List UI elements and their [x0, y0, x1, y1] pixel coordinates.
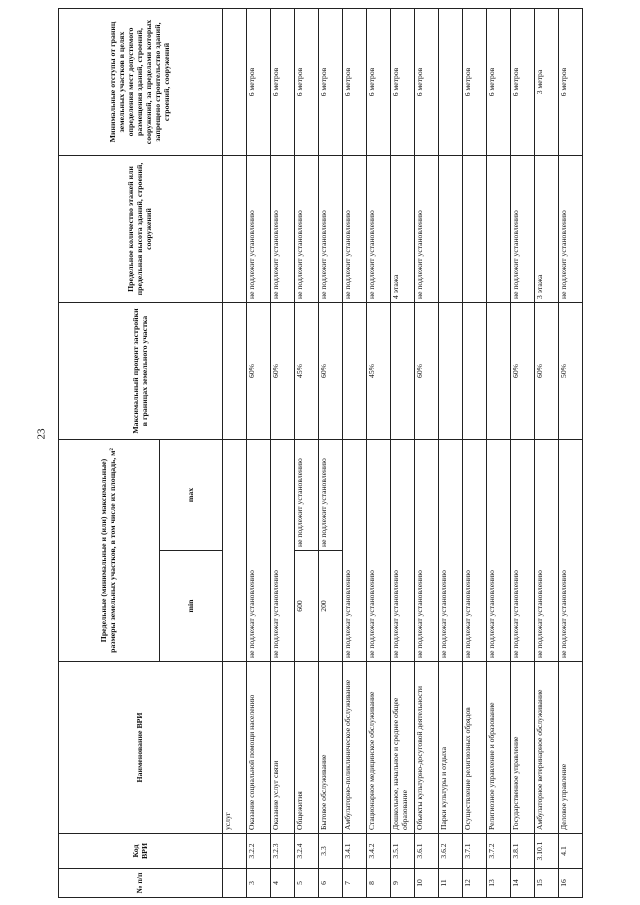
- cell-min: не подлежат установлению: [487, 440, 511, 662]
- cell-indent: [439, 9, 463, 156]
- cell-name: Общежития: [295, 662, 319, 834]
- cell-name: Бытовое обслуживание: [319, 662, 343, 834]
- header-code: Код ВРИ: [59, 834, 223, 869]
- cell-min: не подлежат установлению: [343, 440, 367, 662]
- cell-floors: 4 этажа: [391, 156, 415, 303]
- cell-code: 3.2.2: [247, 834, 271, 869]
- cell-indent: 6 метров: [487, 9, 511, 156]
- cell-name: Дошкольное, начальное и среднее общее образование: [391, 662, 415, 834]
- header-indent: Минимальные отступы от границ земельных участков в целях определения мест допустимого размещения зданий, строений, сооружений, за пределами которых запрещено строительство зданий, строений, сооружений: [59, 9, 223, 156]
- table-body: [223, 9, 583, 898]
- cell-floors: [463, 156, 487, 303]
- header-max: max: [160, 440, 223, 551]
- cell-indent: 3 метра: [535, 9, 559, 156]
- cell-code: 3.4.1: [343, 834, 367, 869]
- cell-code: 3.6.1: [415, 834, 439, 869]
- cell-name: Государственное управление: [511, 662, 535, 834]
- cell-indent: 6 метров: [367, 9, 391, 156]
- cell-min: не подлежат установлению: [415, 440, 439, 662]
- cell-percent: 60%: [319, 303, 343, 440]
- zoning-table: [58, 8, 583, 898]
- cell-no: 16: [559, 869, 583, 898]
- header-min: min: [160, 551, 223, 662]
- cell-no: 15: [535, 869, 559, 898]
- cell-name: Парки культуры и отдыха: [439, 662, 463, 834]
- table-row: [415, 9, 439, 898]
- table-row: [439, 9, 463, 898]
- table-row: [319, 9, 343, 898]
- cell-code: 3.6.2: [439, 834, 463, 869]
- table-row: [487, 9, 511, 898]
- cell-percent: 60%: [511, 303, 535, 440]
- table-row: [271, 9, 295, 898]
- cell-min: не подлежат установлению: [535, 440, 559, 662]
- cell-max: не подлежит установлению: [319, 440, 343, 551]
- cell-floors: не подлежит установлению: [295, 156, 319, 303]
- cell-min: не подлежат установлению: [367, 440, 391, 662]
- table-row: [367, 9, 391, 898]
- table-row: [247, 9, 271, 898]
- table-row: [295, 9, 319, 898]
- cell-percent: [391, 303, 415, 440]
- cell-indent: 6 метров: [271, 9, 295, 156]
- cell-name: Объекты культурно-досуговой деятельности: [415, 662, 439, 834]
- cell-percent: [487, 303, 511, 440]
- cell-floors: 3 этажа: [535, 156, 559, 303]
- cell-code: 3.3: [319, 834, 343, 869]
- cell-code: 3.2.3: [271, 834, 295, 869]
- cell-name: Амбулаторно-поликлиническое обслуживание: [343, 662, 367, 834]
- cell-percent: 45%: [367, 303, 391, 440]
- cell-percent: [463, 303, 487, 440]
- cell-name: услуг: [223, 662, 247, 834]
- cell-no: 10: [415, 869, 439, 898]
- cell-code: 3.2.4: [295, 834, 319, 869]
- cell-code: 4.1: [559, 834, 583, 869]
- cell-indent: 6 метров: [415, 9, 439, 156]
- cell-no: 6: [319, 869, 343, 898]
- cell-no: 8: [367, 869, 391, 898]
- header-size-group: Предельные (минимальные и (или) максимальные) размеры земельных участков, в том числе их площадь, м²: [59, 440, 160, 662]
- cell-percent: 60%: [271, 303, 295, 440]
- cell-min: [223, 440, 247, 662]
- header-name: Наименование ВРИ: [59, 662, 223, 834]
- cell-max: не подлежит установлению: [295, 440, 319, 551]
- cell-no: 12: [463, 869, 487, 898]
- cell-min: не подлежат установлению: [391, 440, 415, 662]
- cell-no: 14: [511, 869, 535, 898]
- cell-name: Оказание социальной помощи населению: [247, 662, 271, 834]
- cell-floors: [487, 156, 511, 303]
- cell-percent: [343, 303, 367, 440]
- cell-name: Оказание услуг связи: [271, 662, 295, 834]
- cell-floors: не подлежит установлению: [415, 156, 439, 303]
- cell-indent: 6 метров: [463, 9, 487, 156]
- cell-name: Осуществление религиозных обрядов: [463, 662, 487, 834]
- cell-floors: не подлежит установлению: [247, 156, 271, 303]
- cell-min: 200: [319, 551, 343, 662]
- cell-floors: не подлежит установлению: [319, 156, 343, 303]
- table-row: [391, 9, 415, 898]
- cell-no: 11: [439, 869, 463, 898]
- cell-floors: не подлежит установлению: [511, 156, 535, 303]
- table-row: [223, 9, 247, 898]
- cell-indent: 6 метров: [559, 9, 583, 156]
- cell-min: не подлежат установлению: [511, 440, 535, 662]
- cell-no: 13: [487, 869, 511, 898]
- cell-no: 5: [295, 869, 319, 898]
- cell-percent: [223, 303, 247, 440]
- cell-percent: [439, 303, 463, 440]
- page-number: 23: [35, 428, 48, 440]
- cell-floors: [223, 156, 247, 303]
- cell-min: не подлежат установлению: [559, 440, 583, 662]
- cell-code: 3.8.1: [511, 834, 535, 869]
- table-row: [535, 9, 559, 898]
- cell-code: 3.7.1: [463, 834, 487, 869]
- cell-indent: 6 метров: [511, 9, 535, 156]
- cell-indent: 6 метров: [343, 9, 367, 156]
- cell-name: Деловое управление: [559, 662, 583, 834]
- table-row: [559, 9, 583, 898]
- cell-min: не подлежат установлению: [247, 440, 271, 662]
- header-no: № п/п: [59, 869, 223, 898]
- cell-name: Религиозное управление и образование: [487, 662, 511, 834]
- cell-code: 3.4.2: [367, 834, 391, 869]
- cell-no: 7: [343, 869, 367, 898]
- cell-no: 4: [271, 869, 295, 898]
- cell-indent: [223, 9, 247, 156]
- cell-no: 3: [247, 869, 271, 898]
- cell-percent: 60%: [415, 303, 439, 440]
- cell-indent: 6 метров: [247, 9, 271, 156]
- cell-no: 9: [391, 869, 415, 898]
- cell-code: [223, 834, 247, 869]
- table-header-row: [59, 9, 160, 898]
- cell-code: 3.10.1: [535, 834, 559, 869]
- cell-min: не подлежат установлению: [271, 440, 295, 662]
- cell-min: не подлежат установлению: [463, 440, 487, 662]
- cell-code: 3.7.2: [487, 834, 511, 869]
- cell-floors: не подлежит установлению: [343, 156, 367, 303]
- cell-percent: 50%: [559, 303, 583, 440]
- cell-indent: 6 метров: [319, 9, 343, 156]
- cell-floors: не подлежит установлению: [271, 156, 295, 303]
- header-floors: Предельное количество этажей или предельная высота зданий, строений, сооружений: [59, 156, 223, 303]
- cell-floors: [439, 156, 463, 303]
- cell-no: [223, 869, 247, 898]
- table-row: [463, 9, 487, 898]
- cell-percent: 60%: [535, 303, 559, 440]
- cell-min: не подлежат установлению: [439, 440, 463, 662]
- cell-floors: не подлежит установлению: [367, 156, 391, 303]
- cell-name: Стационарное медицинское обслуживание: [367, 662, 391, 834]
- cell-percent: 60%: [247, 303, 271, 440]
- cell-name: Амбулаторное ветеринарное обслуживание: [535, 662, 559, 834]
- cell-indent: 6 метров: [295, 9, 319, 156]
- cell-code: 3.5.1: [391, 834, 415, 869]
- cell-indent: 6 метров: [391, 9, 415, 156]
- cell-percent: 45%: [295, 303, 319, 440]
- header-percent: Максимальный процент застройки в границах земельного участка: [59, 303, 223, 440]
- cell-min: 600: [295, 551, 319, 662]
- table-row: [343, 9, 367, 898]
- rotated-page: [58, 8, 636, 898]
- table-row: [511, 9, 535, 898]
- cell-floors: не подлежит установлению: [559, 156, 583, 303]
